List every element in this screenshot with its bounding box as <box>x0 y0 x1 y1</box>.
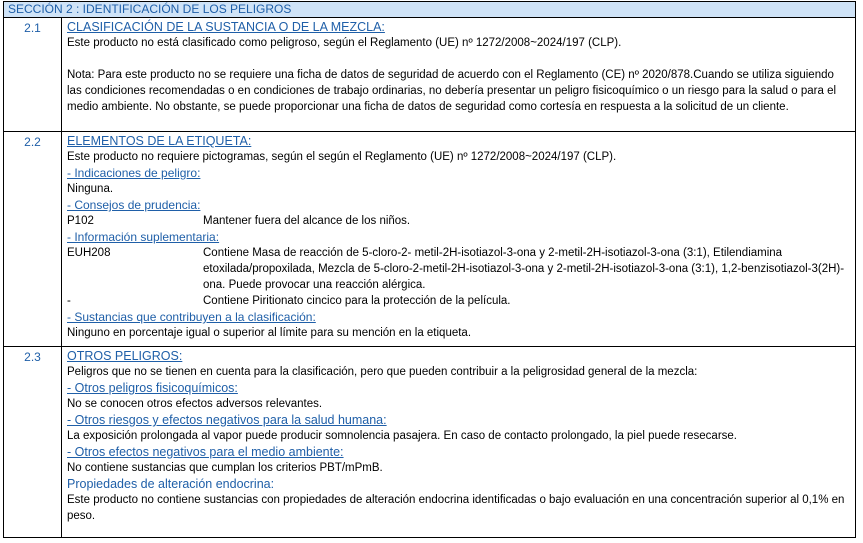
statement-description: Mantener fuera del alcance de los niños. <box>203 215 411 227</box>
hazard-statements-heading: - Indicaciones de peligro: <box>67 166 201 180</box>
contributing-substances-text: Ninguno en porcentaje igual o superior al límite para su mención en la etiqueta. <box>67 327 472 339</box>
row-2-3 <box>3 347 856 538</box>
row-2-1 <box>3 18 856 132</box>
row-content <box>67 134 845 341</box>
statement-description: Contiene Masa de reacción de 5-cloro-2- metil-2H-isotiazol-3-ona y 2-metil-2H-isotiazol-3-ona (3:1), Etilendiamina etoxilada/propoxilada, Mezcla de 5-cloro-2-metil-2H-isotiazol-3-ona y 2-metil-2H-isotiazol-3-ona (3:1), 1,2-benzisotiazol-3(2H)-ona. Puede provocar una reacción alérgica. <box>203 247 845 291</box>
statement-code: EUH208 <box>67 247 111 259</box>
supplemental-row <box>67 245 845 293</box>
subsection-title: ELEMENTOS DE LA ETIQUETA: <box>67 134 252 148</box>
statement-code: - <box>67 295 71 307</box>
row-content <box>67 20 845 115</box>
classification-text: Este producto no está clasificado como peligroso, según el Reglamento (UE) nº 1272/2008~2024/197 (CLP). <box>67 37 622 49</box>
endocrine-text: Este producto no contiene sustancias con propiedades de alteración endocrina identificadas o bajo evaluación en una concentración superior al 0,1% en peso. <box>67 494 845 522</box>
pictogram-text: Este producto no requiere pictogramas, según el según el Reglamento (UE) nº 1272/2008~2024/197 (CLP). <box>67 151 617 163</box>
health-text: La exposición prolongada al vapor puede producir somnolencia pasajera. En caso de contacto prolongado, la piel puede resecarse. <box>67 430 737 442</box>
precautionary-row <box>67 213 845 229</box>
endocrine-heading: Propiedades de alteración endocrina: <box>67 477 275 491</box>
statement-description: Contiene Piritionato cincico para la protección de la película. <box>203 295 511 307</box>
physchem-text: No se conocen otros efectos adversos relevantes. <box>67 398 323 410</box>
row-2-2 <box>3 132 856 347</box>
other-hazards-text: Peligros que no se tienen en cuenta para la clasificación, pero que pueden contribuir a la peligrosidad general de la mezcla: <box>67 366 698 378</box>
row-number: 2.2 <box>4 132 62 346</box>
environment-text: No contiene sustancias que cumplan los criterios PBT/mPmB. <box>67 462 383 474</box>
contributing-substances-heading: - Sustancias que contribuyen a la clasificación: <box>67 310 316 324</box>
health-heading: - Otros riesgos y efectos negativos para la salud humana: <box>67 413 387 427</box>
supplemental-heading: - Información suplementaria: <box>67 230 220 244</box>
subsection-title: OTROS PELIGROS: <box>67 349 183 363</box>
precautionary-heading: - Consejos de prudencia: <box>67 198 201 212</box>
statement-code: P102 <box>67 215 94 227</box>
supplemental-row <box>67 293 845 309</box>
note-text: Nota: Para este producto no se requiere una ficha de datos de seguridad de acuerdo con el Reglamento (CE) nº 2020/878.Cuando se utiliza siguiendo las condiciones recomendadas o en condiciones de trabajo ordinarias, no debería presentar un peligro fisicoquímico o un riesgo para la salud o para el medio ambiente. No obstante, se puede proporcionar una ficha de datos de seguridad como cortesía en respuesta a la solicitud de un cliente. <box>67 69 837 113</box>
row-content <box>67 349 845 524</box>
subsection-title: CLASIFICACIÓN DE LA SUSTANCIA O DE LA MEZCLA: <box>67 20 385 34</box>
row-number: 2.1 <box>4 18 62 131</box>
row-number: 2.3 <box>4 347 62 537</box>
environment-heading: - Otros efectos negativos para el medio ambiente: <box>67 445 344 459</box>
section-header: SECCIÓN 2 : IDENTIFICACIÓN DE LOS PELIGROS <box>3 1 856 18</box>
physchem-heading: - Otros peligros fisicoquímicos: <box>67 381 238 395</box>
hazard-statements-text: Ninguna. <box>67 183 114 195</box>
